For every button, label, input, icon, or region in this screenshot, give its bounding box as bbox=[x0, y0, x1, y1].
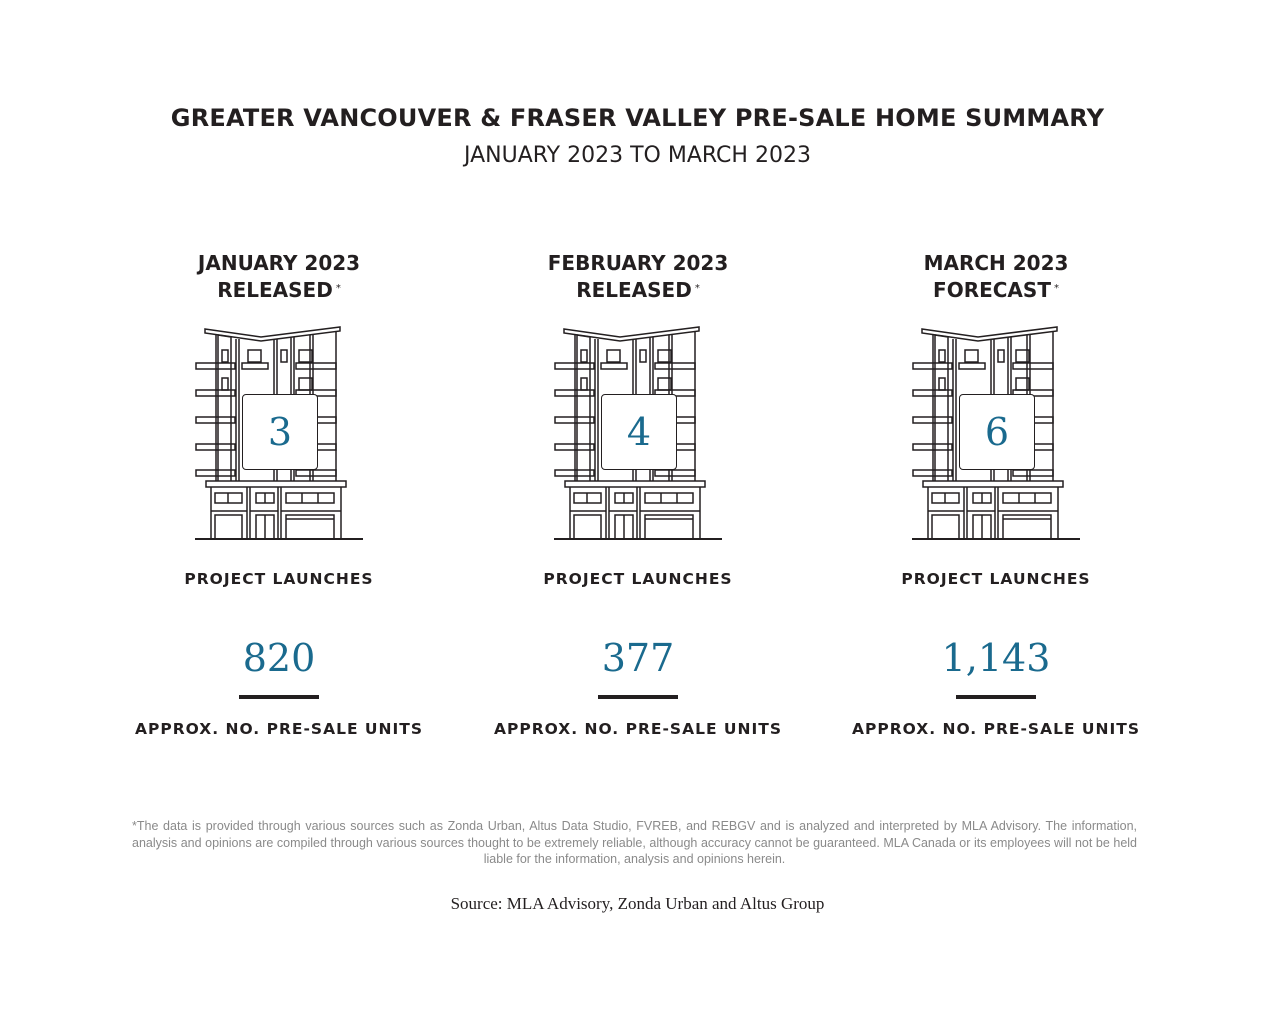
project-launches-count: 3 bbox=[242, 394, 318, 470]
column-month: MARCH 2023 bbox=[923, 251, 1069, 275]
disclaimer-text: *The data is provided through various sources such as Zonda Urban, Altus Data Studio, FVREB, and REBGV and is analyzed and interpreted by MLA Advisory. The information, analysis and opinions are compiled through various sources thought to be extremely reliable, although accuracy cannot be guaranteed. MLA Canada or its employees will not be held liable for the information, analysis and opinions herein. bbox=[132, 819, 1137, 866]
building-icon bbox=[912, 323, 1082, 543]
units-divider bbox=[956, 695, 1036, 699]
column-status: FORECAST bbox=[933, 278, 1051, 302]
building-icon bbox=[195, 323, 365, 543]
presale-units-value: 820 bbox=[242, 636, 316, 680]
column-month: JANUARY 2023 bbox=[197, 251, 361, 275]
project-launches-label: PROJECT LAUNCHES bbox=[901, 570, 1091, 588]
month-column-march bbox=[826, 250, 1166, 770]
column-heading bbox=[826, 250, 1166, 304]
asterisk-note: * bbox=[694, 283, 700, 294]
project-launches-count: 4 bbox=[601, 394, 677, 470]
presale-units-label: APPROX. NO. PRE-SALE UNITS bbox=[851, 720, 1140, 738]
month-column-february bbox=[468, 250, 808, 770]
project-launches-count: 6 bbox=[959, 394, 1035, 470]
asterisk-note: * bbox=[1053, 283, 1059, 294]
presale-units-label: APPROX. NO. PRE-SALE UNITS bbox=[493, 720, 782, 738]
presale-units-value: 377 bbox=[601, 636, 675, 680]
page-title: GREATER VANCOUVER & FRASER VALLEY PRE-SALE HOME SUMMARY bbox=[170, 104, 1105, 132]
presale-units-value: 1,143 bbox=[941, 636, 1051, 680]
building-icon bbox=[554, 323, 724, 543]
units-divider bbox=[598, 695, 678, 699]
column-status: RELEASED bbox=[576, 278, 692, 302]
month-column-january bbox=[109, 250, 449, 770]
page-subtitle: JANUARY 2023 TO MARCH 2023 bbox=[464, 143, 811, 168]
column-heading bbox=[468, 250, 808, 304]
project-launches-label: PROJECT LAUNCHES bbox=[184, 570, 374, 588]
column-month: FEBRUARY 2023 bbox=[547, 251, 729, 275]
asterisk-note: * bbox=[335, 283, 341, 294]
presale-units-label: APPROX. NO. PRE-SALE UNITS bbox=[134, 720, 423, 738]
units-divider bbox=[239, 695, 319, 699]
source-credit: Source: MLA Advisory, Zonda Urban and Altus Group bbox=[450, 894, 825, 913]
column-heading bbox=[109, 250, 449, 304]
column-status: RELEASED bbox=[217, 278, 333, 302]
project-launches-label: PROJECT LAUNCHES bbox=[543, 570, 733, 588]
